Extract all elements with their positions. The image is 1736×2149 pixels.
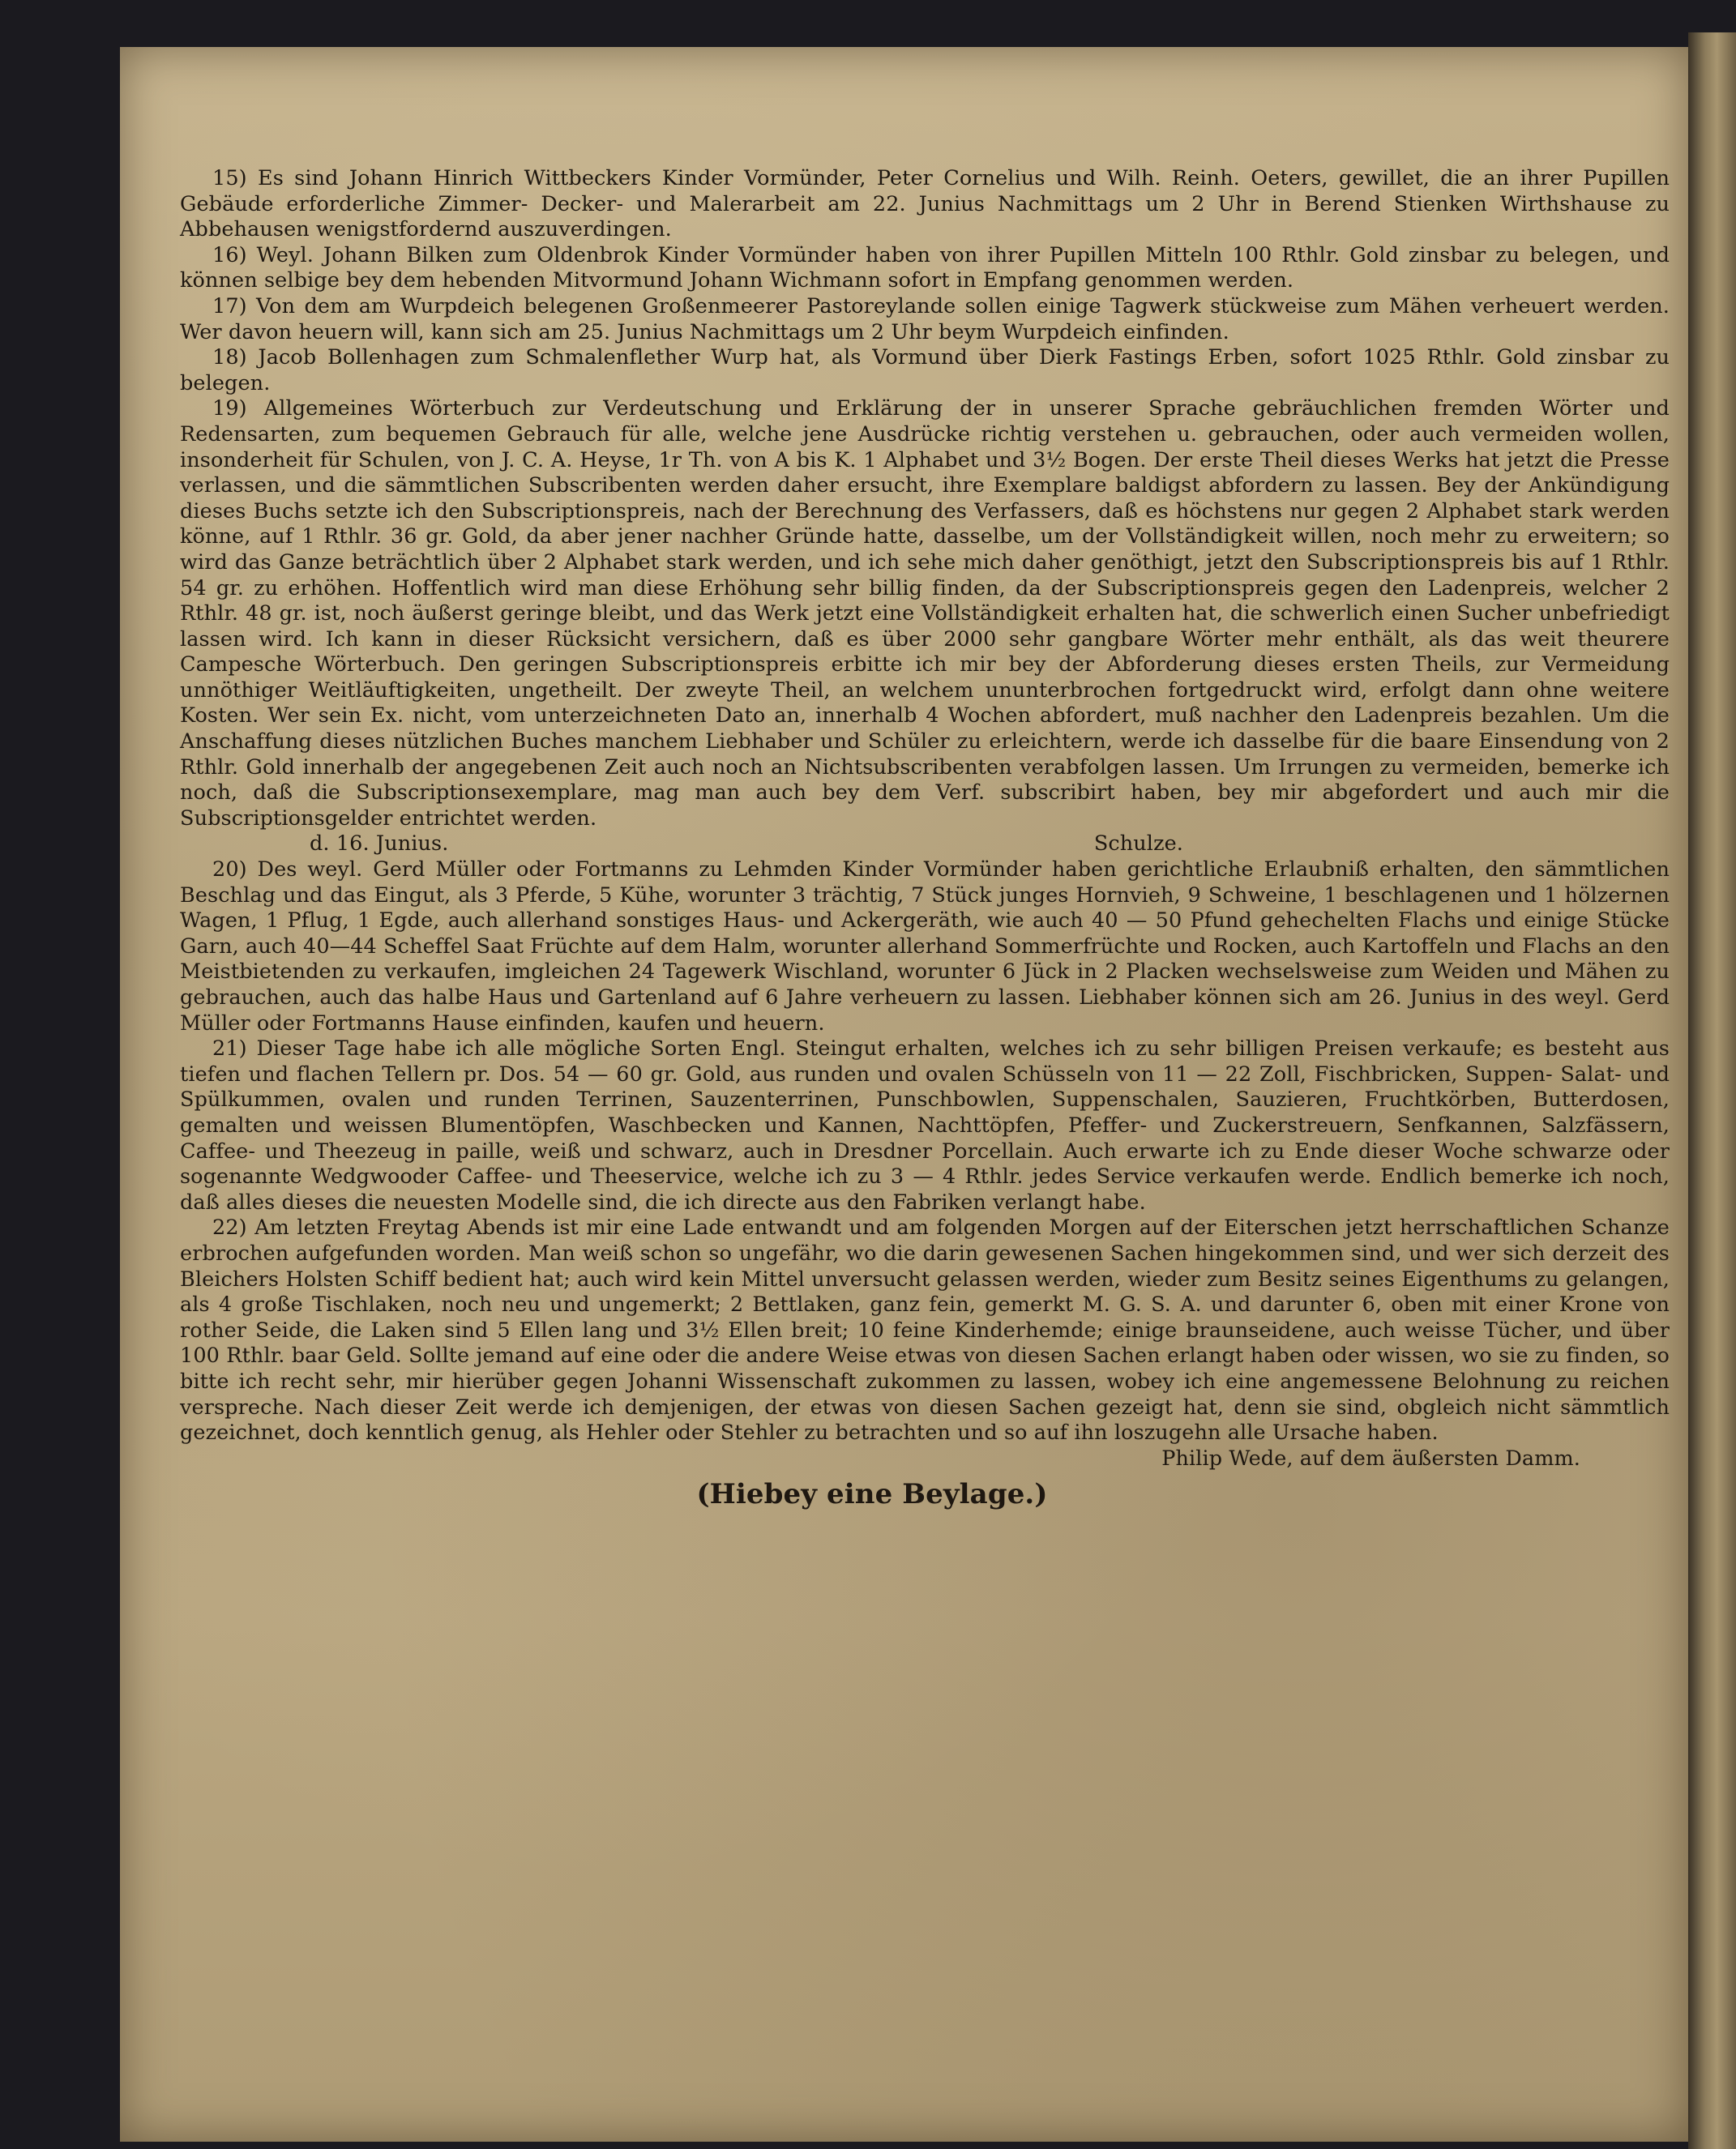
- notice-19-name: Schulze.: [1093, 831, 1183, 857]
- notice-17: 17) Von dem am Wurpdeich belegenen Großenmeerer Pastoreylande sollen einige Tagwerk stückweise zum Mähen verheuert werden. Wer davon heuern will, kann sich am 25. Junius Nachmittags um 2 Uhr beym Wurpdeich einfinden.: [180, 293, 1670, 344]
- notice-15: 15) Es sind Johann Hinrich Wittbeckers Kinder Vormünder, Peter Cornelius und Wilh. Reinh. Oeters, gewillet, die an ihrer Pupillen Gebäude erforderliche Zimmer- Decker- und Malerarbeit am 22. Junius Nachmittags um 2 Uhr in Berend Stienken Wirthshause zu Abbehausen wenigstfordernd auszuverdingen.: [180, 166, 1670, 242]
- notice-19-date: d. 16. Junius.: [310, 831, 449, 857]
- notice-16: 16) Weyl. Johann Bilken zum Oldenbrok Kinder Vormünder haben von ihrer Pupillen Mitteln 100 Rthlr. Gold zinsbar zu belegen, und können selbige bey dem hebenden Mitvormund Johann Wichmann sofort in Empfang genommen werden.: [180, 242, 1670, 293]
- notice-22: 22) Am letzten Freytag Abends ist mir eine Lade entwandt und am folgenden Morgen auf der Eiterschen jetzt herrschaftlichen Schanze erbrochen aufgefunden worden. Man weiß schon so ungefähr, wo die darin gewesenen Sachen hingekommen sind, und wer sich derzeit des Bleichers Holsten Schiff bedient hat; auch wird kein Mittel unversucht gelassen werden, wieder zum Besitz seines Eigenthums zu gelangen, als 4 große Tischlaken, noch neu und ungemerkt; 2 Bettlaken, ganz fein, gemerkt M. G. S. A. und darunter 6, oben mit einer Krone von rother Seide, die Laken sind 5 Ellen lang und 3½ Ellen breit; 10 feine Kinderhemde; einige braunseidene, auch weisse Tücher, und über 100 Rthlr. baar Geld. Sollte jemand auf eine oder die andere Weise etwas von diesen Sachen erlangt haben oder wissen, wo sie zu finden, so bitte ich recht sehr, mir hierüber gegen Johanni Wissenschaft zukommen zu lassen, wobey ich eine angemessene Belohnung zu reichen verspreche. Nach dieser Zeit werde ich demjenigen, der etwas von diesen Sachen gezeigt hat, denn sie sind, obgleich nicht sämmtlich gezeichnet, doch kenntlich genug, als Hehler oder Stehler zu betrachten und so auf ihn loszugehn alle Ursache haben.: [180, 1215, 1670, 1446]
- notice-18: 18) Jacob Bollenhagen zum Schmalenflether Wurp hat, als Vormund über Dierk Fastings Erben, sofort 1025 Rthlr. Gold zinsbar zu belegen.: [180, 345, 1670, 395]
- notice-19-signature: [180, 831, 1670, 857]
- notice-22-signature: Philip Wede, auf dem äußersten Damm.: [1161, 1446, 1580, 1471]
- supplement-note: (Hiebey eine Beylage.): [696, 1478, 1048, 1511]
- notice-21: 21) Dieser Tage habe ich alle mögliche Sorten Engl. Steingut erhalten, welches ich zu sehr billigen Preisen verkaufe; es besteht aus tiefen und flachen Tellern pr. Dos. 54 — 60 gr. Gold, aus runden und ovalen Schüsseln von 11 — 22 Zoll, Fischbricken, Suppen- Salat- und Spülkummen, ovalen und runden Terrinen, Sauzenterrinen, Punschbowlen, Suppenschalen, Sauzieren, Fruchtkörben, Butterdosen, gemalten und weissen Blumentöpfen, Waschbecken und Kannen, Nachttöpfen, Pfeffer- und Zuckerstreuern, Senfkannen, Salzfässern, Caffee- und Theezeug in paille, weiß und schwarz, auch in Dresdner Porcellain. Auch erwarte ich zu Ende dieser Woche schwarze oder sogenannte Wedgwooder Caffee- und Theeservice, welche ich zu 3 — 4 Rthlr. jedes Service verkaufen werde. Endlich bemerke ich noch, daß alles dieses die neuesten Modelle sind, die ich directe aus den Fabriken verlangt habe.: [180, 1036, 1670, 1215]
- page-gutter: [1688, 32, 1736, 2149]
- text-column: [180, 166, 1670, 1514]
- notice-20: 20) Des weyl. Gerd Müller oder Fortmanns zu Lehmden Kinder Vormünder haben gerichtliche Erlaubniß erhalten, den sämmtlichen Beschlag und das Eingut, als 3 Pferde, 5 Kühe, worunter 3 trächtig, 7 Stück junges Hornvieh, 9 Schweine, 1 beschlagenen und 1 hölzernen Wagen, 1 Pflug, 1 Egde, auch allerhand sonstiges Haus- und Ackergeräth, wie auch 40 — 50 Pfund gehechelten Flachs und einige Stücke Garn, auch 40—44 Scheffel Saat Früchte auf dem Halm, worunter allerhand Sommerfrüchte und Rocken, auch Kartoffeln und Flachs an den Meistbietenden zu verkaufen, imgleichen 24 Tagewerk Wischland, worunter 6 Jück in 2 Placken wechselsweise zum Weiden und Mähen zu gebrauchen, auch das halbe Haus und Gartenland auf 6 Jahre verheuern zu lassen. Liebhaber können sich am 26. Junius in des weyl. Gerd Müller oder Fortmanns Hause einfinden, kaufen und heuern.: [180, 857, 1670, 1036]
- notice-19: 19) Allgemeines Wörterbuch zur Verdeutschung und Erklärung der in unserer Sprache gebräuchlichen fremden Wörter und Redensarten, zum bequemen Gebrauch für alle, welche jene Ausdrücke richtig verstehen u. gebrauchen, oder auch vermeiden wollen, insonderheit für Schulen, von J. C. A. Heyse, 1r Th. von A bis K. 1 Alphabet und 3½ Bogen. Der erste Theil dieses Werks hat jetzt die Presse verlassen, und die sämmtlichen Subscribenten werden daher ersucht, ihre Exemplare baldigst abfordern zu lassen. Bey der Ankündigung dieses Buchs setzte ich den Subscriptionspreis, nach der Berechnung des Verfassers, daß es höchstens nur gegen 2 Alphabet stark werden könne, auf 1 Rthlr. 36 gr. Gold, da aber jener nachher Gründe hatte, dasselbe, um der Vollständigkeit willen, noch mehr zu erweitern; so wird das Ganze beträchtlich über 2 Alphabet stark werden, und ich sehe mich daher genöthigt, jetzt den Subscriptionspreis bis auf 1 Rthlr. 54 gr. zu erhöhen. Hoffentlich wird man diese Erhöhung sehr billig finden, da der Subscriptionspreis gegen den Ladenpreis, welcher 2 Rthlr. 48 gr. ist, noch äußerst geringe bleibt, und das Werk jetzt eine Vollständigkeit erhalten hat, die schwerlich einen Sucher unbefriedigt lassen wird. Ich kann in dieser Rücksicht versichern, daß es über 2000 sehr gangbare Wörter mehr enthält, als das weit theurere Campesche Wörterbuch. Den geringen Subscriptionspreis erbitte ich mir bey der Abforderung dieses ersten Theils, zur Vermeidung unnöthiger Weitläuftigkeiten, ungetheilt. Der zweyte Theil, an welchem ununterbrochen fortgedruckt wird, erfolgt dann ohne weitere Kosten. Wer sein Ex. nicht, vom unterzeichneten Dato an, innerhalb 4 Wochen abfordert, muß nachher den Ladenpreis bezahlen. Um die Anschaffung dieses nützlichen Buches manchem Liebhaber und Schüler zu erleichtern, werde ich dasselbe für die baare Einsendung von 2 Rthlr. Gold innerhalb der angegebenen Zeit auch noch an Nichtsubscribenten verabfolgen lassen. Um Irrungen zu vermeiden, bemerke ich noch, daß die Subscriptionsexemplare, mag man auch bey dem Verf. subscribirt haben, bey mir abgefordert und auch mir die Subscriptionsgelder entrichtet werden.: [180, 396, 1670, 831]
